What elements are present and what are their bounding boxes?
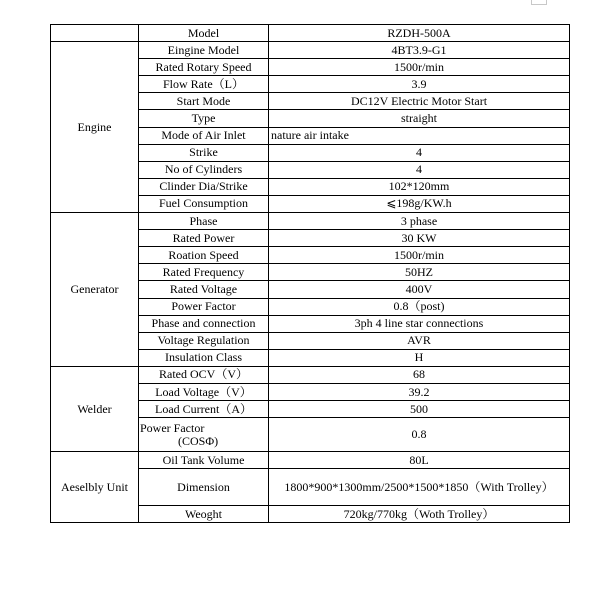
param-label: Weoght	[139, 506, 269, 523]
param-label: Rated Voltage	[139, 281, 269, 298]
param-label: Type	[139, 110, 269, 127]
param-value: 4	[269, 144, 570, 161]
param-label: Rated Rotary Speed	[139, 59, 269, 76]
group-generator: Generator	[51, 213, 139, 367]
param-label: Flow Rate（L）	[139, 76, 269, 93]
param-value: 720kg/770kg（Woth Trolley）	[269, 506, 570, 523]
param-value: 1800*900*1300mm/2500*1500*1850（With Trolley）	[269, 469, 570, 506]
param-label-multiline	[139, 418, 269, 452]
param-label: Load Voltage（V）	[139, 383, 269, 400]
spec-table	[50, 24, 570, 523]
param-label: Strike	[139, 144, 269, 161]
param-value: DC12V Electric Motor Start	[269, 93, 570, 110]
param-value: 0.8（post)	[269, 298, 570, 315]
param-value: ⩽198g/KW.h	[269, 195, 570, 212]
param-label: Dimension	[139, 469, 269, 506]
param-value: 4	[269, 161, 570, 178]
param-value: 30 KW	[269, 230, 570, 247]
model-label: Model	[139, 25, 269, 42]
param-value: 68	[269, 366, 570, 383]
table-row-model	[51, 25, 570, 42]
param-value: nature air intake	[269, 127, 570, 144]
param-label: Voltage Regulation	[139, 332, 269, 349]
param-value: 3 phase	[269, 213, 570, 230]
param-value: 80L	[269, 452, 570, 469]
param-label: Insulation Class	[139, 349, 269, 366]
param-value: 0.8	[269, 418, 570, 452]
param-label: Phase and connection	[139, 315, 269, 332]
table-row	[51, 42, 570, 59]
param-value: 3.9	[269, 76, 570, 93]
param-value: 4BT3.9-G1	[269, 42, 570, 59]
param-value: H	[269, 349, 570, 366]
param-label: Rated OCV（V）	[139, 366, 269, 383]
param-label: Fuel Consumption	[139, 195, 269, 212]
param-value: 1500r/min	[269, 247, 570, 264]
table-row	[51, 452, 570, 469]
param-value: 400V	[269, 281, 570, 298]
param-value: 1500r/min	[269, 59, 570, 76]
param-label: Roation Speed	[139, 247, 269, 264]
param-value: 50HZ	[269, 264, 570, 281]
param-value: 3ph 4 line star connections	[269, 315, 570, 332]
corner-mark	[531, 0, 547, 5]
param-label: Rated Frequency	[139, 264, 269, 281]
param-label: Mode of Air Inlet	[139, 127, 269, 144]
param-label: Start Mode	[139, 93, 269, 110]
group-engine: Engine	[51, 42, 139, 213]
param-label: Eingine Model	[139, 42, 269, 59]
param-label: Rated Power	[139, 230, 269, 247]
model-value: RZDH-500A	[269, 25, 570, 42]
table-row	[51, 366, 570, 383]
group-assembly: Aeselbly Unit	[51, 452, 139, 523]
group-welder: Welder	[51, 366, 139, 451]
param-label: Oil Tank Volume	[139, 452, 269, 469]
param-value: straight	[269, 110, 570, 127]
param-label: Phase	[139, 213, 269, 230]
param-value: 102*120mm	[269, 178, 570, 195]
param-label-line2: (COSΦ)	[178, 433, 219, 448]
param-value: 39.2	[269, 383, 570, 400]
param-value: AVR	[269, 332, 570, 349]
model-blank-cell	[51, 25, 139, 42]
param-label-line1: Power Factor	[140, 420, 205, 435]
param-label: Load Current（A）	[139, 401, 269, 418]
param-label: Clinder Dia/Strike	[139, 178, 269, 195]
param-value: 500	[269, 401, 570, 418]
param-label: Power Factor	[139, 298, 269, 315]
table-row	[51, 213, 570, 230]
param-label: No of Cylinders	[139, 161, 269, 178]
